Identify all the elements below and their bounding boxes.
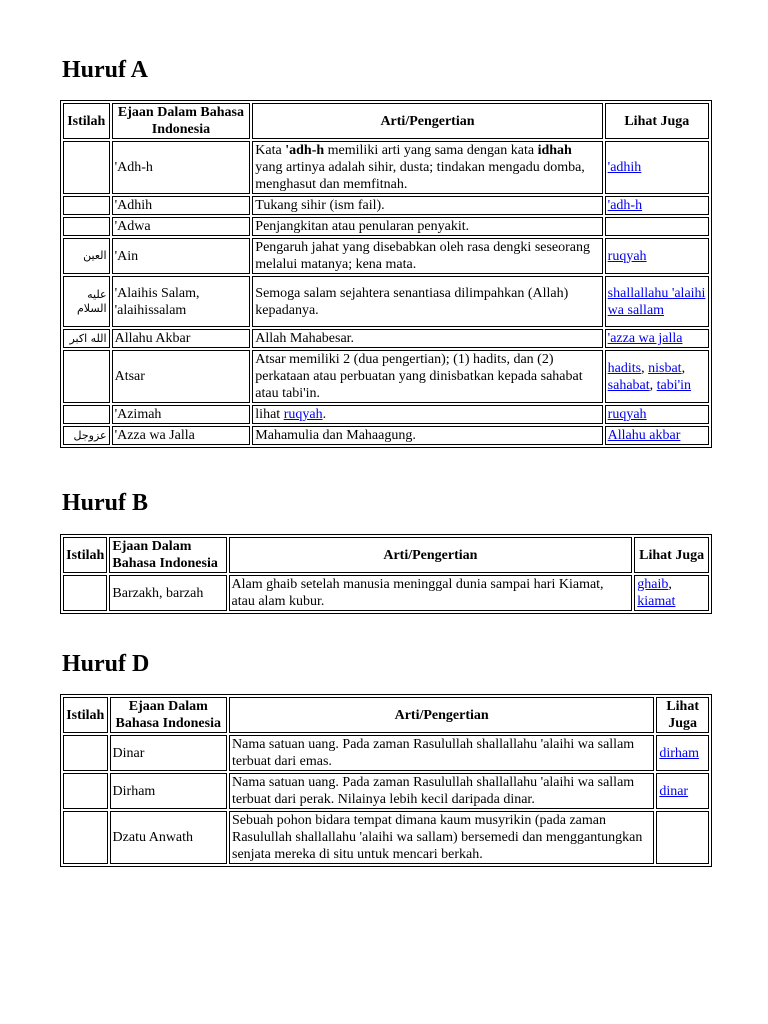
ejaan-cell: Barzakh, barzah [109,575,226,611]
ejaan-cell: 'Ain [112,238,251,274]
see-also-link[interactable]: 'adh-h [607,198,643,213]
see-also-link[interactable]: dinar [659,783,689,799]
see-also-link[interactable]: 'azza wa jalla [607,331,683,346]
arti-text: yang artinya adalah sihir, dusta; tindakan mengadu domba, menghasut dan memfitnah. [255,160,585,192]
see-also-link[interactable]: ruqyah [607,248,647,264]
see-also-link[interactable]: Allahu akbar [607,428,681,443]
istilah-cell [63,141,110,194]
arti-text: memiliki arti yang sama dengan kata [324,143,538,158]
arti-bold-term: idhah [537,143,572,158]
lihat-cell [656,811,709,864]
lihat-cell: hadits, nisbat, sahabat, tabi'in [605,350,709,403]
table-row [63,238,709,274]
ejaan-cell: Dinar [110,735,227,771]
ejaan-cell: Atsar [112,350,251,403]
see-also-link[interactable]: hadits [607,360,642,376]
see-also-link[interactable]: tabi'in [656,377,692,393]
lihat-cell [605,141,709,194]
lihat-cell [605,217,709,236]
lihat-cell [656,773,709,809]
arti-cell: Pengaruh jahat yang disebabkan oleh rasa dengki seseorang melalui matanya; kena mata. [252,238,602,274]
ejaan-cell: 'Azza wa Jalla [112,426,251,445]
arti-cell: Allah Mahabesar. [252,329,602,348]
istilah-cell: الله اكبر [63,329,110,348]
table-row [63,426,709,445]
section-title-a: Huruf A [62,57,149,83]
arti-cell [252,405,602,424]
lihat-cell [605,238,709,274]
arti-cell: Atsar memiliki 2 (dua pengertian); (1) hadits, dan (2) perkataan atau perbuatan yang dinisbatkan kepada sahabat atau tabi'in. [252,350,602,403]
table-row [63,141,709,194]
header-istilah: Istilah [63,537,107,573]
arti-cell: Penjangkitan atau penularan penyakit. [252,217,602,236]
table-header-row [63,697,709,733]
arti-cell [252,141,602,194]
header-istilah: Istilah [63,103,110,139]
see-also-link[interactable]: dirham [659,745,699,761]
istilah-cell [63,811,108,864]
lihat-cell [656,735,709,771]
arti-cell: Nama satuan uang. Pada zaman Rasulullah shallallahu 'alaihi wa sallam terbuat dari perak. Nilainya lebih kecil daripada dinar. [229,773,654,809]
see-also-link[interactable]: shallallahu 'alaihi wa sallam [607,285,706,318]
table-row [63,773,709,809]
istilah-cell [63,196,110,215]
lihat-cell [605,276,709,327]
arti-text: Kata [255,143,286,158]
table-row [63,217,709,236]
ejaan-cell: 'Adwa [112,217,251,236]
header-istilah: Istilah [63,697,108,733]
arti-cell: Tukang sihir (ism fail). [252,196,602,215]
istilah-cell [63,217,110,236]
arti-cell: Sebuah pohon bidara tempat dimana kaum musyrikin (pada zaman Rasulullah shallallahu 'alaihi wa sallam) bersemedi dan menggantungkan senjata mereka di situ untuk mencari berkah. [229,811,654,864]
arti-cell: Nama satuan uang. Pada zaman Rasulullah shallallahu 'alaihi wa sallam terbuat dari emas. [229,735,654,771]
glossary-table-a [60,100,712,448]
table-header-row [63,537,709,573]
header-ejaan: Ejaan Dalam Bahasa Indonesia [109,537,226,573]
glossary-table-b [60,534,712,614]
table-row [63,329,709,348]
see-also-link[interactable]: nisbat [648,360,682,376]
istilah-cell [63,735,108,771]
header-ejaan: Ejaan Dalam Bahasa Indonesia [112,103,251,139]
header-arti: Arti/Pengertian [229,537,633,573]
ejaan-cell: Dirham [110,773,227,809]
header-ejaan: Ejaan Dalam Bahasa Indonesia [110,697,227,733]
arti-bold-term: 'adh-h [285,143,325,158]
lihat-cell [605,426,709,445]
arti-cell: Semoga salam sejahtera senantiasa dilimpahkan (Allah) kepadanya. [252,276,602,327]
table-row [63,811,709,864]
see-also-link[interactable]: kiamat [637,594,676,609]
section-title-b: Huruf B [62,490,149,516]
see-also-link[interactable]: ruqyah [607,407,647,422]
table-row [63,350,709,403]
table-row [63,575,709,611]
istilah-cell: عزوجل [63,426,110,445]
table-row [63,405,709,424]
header-lihat: Lihat Juga [656,697,709,733]
lihat-cell [605,196,709,215]
arti-link[interactable]: ruqyah [283,407,323,422]
see-also-link[interactable]: 'adhih [607,160,642,175]
ejaan-cell: Dzatu Anwath [110,811,227,864]
ejaan-cell: Allahu Akbar [112,329,251,348]
istilah-cell: العين [63,238,110,274]
arti-cell: Alam ghaib setelah manusia meninggal dunia sampai hari Kiamat, atau alam kubur. [229,575,633,611]
ejaan-cell: 'Alaihis Salam, 'alaihissalam [112,276,251,327]
see-also-link[interactable]: sahabat [607,377,650,393]
istilah-cell [63,350,110,403]
arti-cell: Mahamulia dan Mahaagung. [252,426,602,445]
ejaan-cell: 'Adhih [112,196,251,215]
table-row [63,735,709,771]
ejaan-cell: 'Adh-h [112,141,251,194]
header-arti: Arti/Pengertian [229,697,654,733]
istilah-cell [63,405,110,424]
glossary-table-d [60,694,712,867]
istilah-cell [63,575,107,611]
header-lihat: Lihat Juga [605,103,709,139]
lihat-cell [605,405,709,424]
header-arti: Arti/Pengertian [252,103,602,139]
istilah-cell [63,773,108,809]
table-row [63,196,709,215]
ejaan-cell: 'Azimah [112,405,251,424]
lihat-cell: ghaib, kiamat [634,575,709,611]
arti-text: . [322,407,327,422]
table-header-row [63,103,709,139]
see-also-link[interactable]: ghaib [637,577,669,592]
header-lihat: Lihat Juga [634,537,709,573]
arti-text: lihat [255,407,284,422]
table-row [63,276,709,327]
istilah-cell: عليه السلام [63,276,110,327]
section-title-d: Huruf D [62,651,150,677]
lihat-cell [605,329,709,348]
